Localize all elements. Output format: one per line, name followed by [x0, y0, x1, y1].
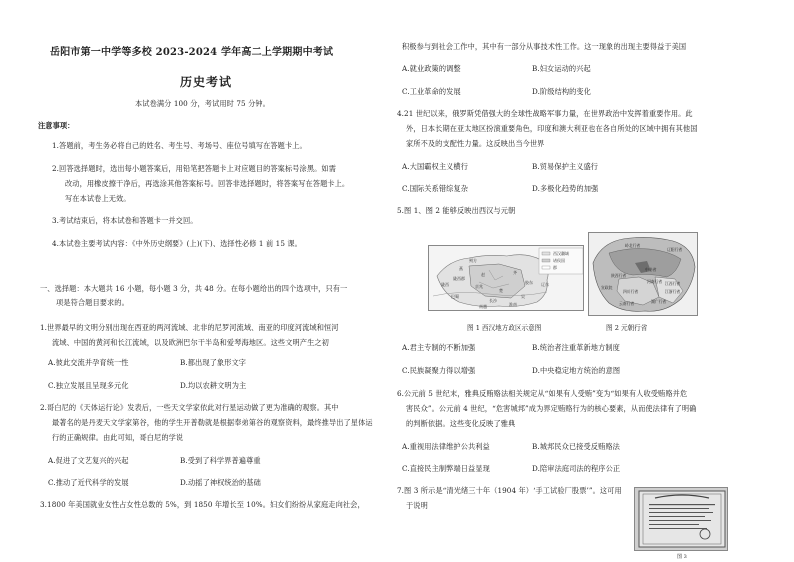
figure-1-legend-label: 郡 [553, 265, 557, 270]
q5-option-d: D.中央稳定地方统治的意图 [532, 366, 621, 375]
q3-line2: 积极参与到社会工作中，其中有一部分从事技术性工作。这一现象的出现主要得益于美国 [402, 42, 687, 51]
q6-option-b: B.城邦民众已接受反贿赂法 [532, 442, 620, 451]
q2-line1: 2.哥白尼的《天体运行论》发表后，一些天文学家依此对行星运动做了更为准确的观察。其中 [40, 403, 339, 412]
figure-1-place-label: 巴蜀 [451, 294, 459, 299]
q2-option-d: D.动摇了神权统治的基础 [180, 478, 261, 487]
q3-line1: 3.1800 年美国就业女性占女性总数的 5%，到 1850 年增长至 10%。妇女们纷纷从家庭走向社会， [40, 500, 365, 509]
section1-line2: 项是符合题目要求的。 [56, 298, 129, 307]
q3-option-d: D.阶级结构的变化 [532, 87, 592, 96]
q4-option-d: D.多极化趋势的加强 [532, 184, 599, 193]
figure-1-place-label: 陇西 [441, 282, 449, 287]
notes-heading: 注意事项： [38, 121, 75, 130]
q5-option-a: A.君主专制的不断加强 [402, 343, 476, 352]
figure-1-legend-label: 西汉疆域 [553, 251, 569, 256]
figure-1-place-label: 胶东 [525, 280, 533, 285]
figure-2-province-label: 陕西行省 [611, 273, 627, 278]
figure-1-caption: 图 1 西汉地方政区示意图 [467, 324, 542, 332]
figure-1-place-label: 燕 [459, 266, 463, 271]
q6-line3: 的判断依据。这些变化反映了雅典 [406, 419, 516, 428]
figure-2-province-label: 岭北行省 [625, 243, 641, 248]
q5-line1: 5.图 1、图 2 能够反映出西汉与元朝 [397, 206, 516, 215]
figure-1-han-map [428, 245, 584, 311]
figure-1-place-label: 齐 [513, 270, 517, 275]
q5-option-c: C.民族凝聚力得以增强 [402, 366, 476, 375]
figure-2-province-label: 宣政院 [601, 285, 613, 290]
q6-option-a: A.重视用法律维护公共利益 [402, 442, 490, 451]
figure-2-province-label: 湖广行省 [651, 299, 667, 304]
figure-1-place-label: 淮南 [509, 302, 517, 307]
exam-subject: 历史考试 [180, 75, 233, 89]
q6-line2: 害民众”。公元前 4 世纪，“危害城邦”成为界定贿赂行为的核心要素，从而使法律有了明确 [406, 404, 697, 413]
q1-option-c: C.独立发展且呈现多元化 [48, 381, 129, 390]
figure-1-place-label: 长沙 [489, 298, 497, 303]
figure-2-province-label: 江浙行省 [665, 289, 681, 294]
q3-option-a: A.就业政策的调整 [402, 64, 461, 73]
q1-option-b: B.都出现了象形文字 [180, 358, 247, 367]
q1-option-d: D.均以农耕文明为主 [180, 381, 247, 390]
q7-line1: 7.图 3 所示是“清光绪三十年（1904 年）‘手工试验厂股票’”。这可用 [397, 486, 622, 495]
q3-option-c: C.工业革命的发展 [402, 87, 461, 96]
figure-3-caption: 图 3 [677, 554, 687, 560]
figure-2-yuan-map [588, 232, 698, 316]
note-1: 1.答题前，考生务必将自己的姓名、考生号、考场号、座位号填写在答题卡上。 [52, 141, 307, 150]
q1-line1: 1.世界最早的文明分别出现在西亚的两河流域、北非的尼罗河流域、南亚的印度河流域和恒河 [40, 323, 339, 332]
q6-option-c: C.直接民主制弊端日益显现 [402, 464, 490, 473]
figure-1-place-label: 京兆 [475, 284, 483, 289]
note-3: 3.考试结束后，将本试卷和答题卡一并交回。 [52, 216, 198, 225]
figure-1-place-label: 南越 [479, 304, 487, 309]
figure-3-stock-certificate [634, 487, 728, 551]
note-2-line3: 写在本试卷上无效。 [65, 194, 131, 203]
figure-1-place-label: 朔方 [469, 258, 477, 263]
figure-2-province-label: 中书省 [645, 267, 657, 272]
figure-1-place-label: 赵 [481, 272, 485, 277]
figure-2-caption: 图 2 元朝行省 [606, 324, 648, 332]
q2-option-a: A.促进了文艺复兴的兴起 [48, 456, 129, 465]
section1-line1: 一、选择题：本大题共 16 小题，每小题 3 分，共 48 分。在每小题给出的四个选项中，只有一 [40, 284, 348, 293]
q2-option-c: C.推动了近代科学的发展 [48, 478, 129, 487]
exam-title: 岳阳市第一中学等多校 2023-2024 学年高二上学期期中考试 [50, 47, 334, 58]
note-2-line1: 2.回答选择题时，选出每小题答案后，用铅笔把答题卡上对应题目的答案标号涂黑。如需 [52, 164, 336, 173]
figure-2-province-label: 云南行省 [619, 301, 635, 306]
figure-2-province-label: 四川行省 [623, 289, 639, 294]
q1-option-a: A.彼此交流并孕育统一性 [48, 358, 129, 367]
figure-1-place-label: 辽东 [541, 282, 549, 287]
q2-option-b: B.受到了科学界普遍尊重 [180, 456, 261, 465]
q4-option-b: B.贸易保护主义盛行 [532, 162, 599, 171]
q4-option-c: C.国际关系错综复杂 [402, 184, 469, 193]
figure-1-place-label: 吴 [521, 294, 525, 299]
figure-2-province-label: 辽阳行省 [667, 247, 683, 252]
figure-1-place-label: 陇西郡 [453, 276, 465, 281]
note-4: 4.本试卷主要考试内容：《中外历史纲要》(上)(下)、选择性必修 1 前 15 课。 [52, 239, 302, 248]
q5-option-b: B.统治者注重革新地方制度 [532, 343, 620, 352]
q3-option-b: B.妇女运动的兴起 [532, 64, 591, 73]
q2-line2: 最著名的是丹麦天文学家第谷，他的学生开普勒就是根据奉弟第谷的观察资料，最终推导出了星体运 [52, 418, 373, 427]
q4-line2: 外，日本长期在亚太地区扮演重要角色，印度和澳大利亚也在各自所处的区域中拥有其他国 [406, 124, 698, 133]
q6-option-d: D.陪审法庭司法的程序公正 [532, 464, 621, 473]
figure-2-province-label: 江西行省 [665, 281, 681, 286]
q1-line2: 流域、中国的黄河和长江流域，以及欧洲巴尔干半岛和爱琴海地区。这些文明产生之初 [52, 338, 329, 347]
q2-line3: 行的正确规律。由此可知，哥白尼的学说 [52, 433, 184, 442]
q7-line2: 于说明 [406, 501, 428, 510]
q4-option-a: A.大国霸权主义横行 [402, 162, 468, 171]
q4-line3: 家所不及的支配性力量。这反映出当今世界 [406, 139, 545, 148]
exam-info: 本试卷满分 100 分，考试用时 75 分钟。 [135, 99, 270, 108]
q6-line1: 6.公元前 5 世纪末，雅典反贿赂法相关规定从“如果有人受贿”变为“如果有人收受贿赂并危 [397, 389, 688, 398]
figure-1-place-label: 楚 [499, 288, 503, 293]
note-2-line2: 改动，用橡皮擦干净后，再选涂其他答案标号。回答非选择题时，将答案写在答题卡上。 [65, 179, 350, 188]
q4-line1: 4.21 世纪以来，俄罗斯凭借强大的全球性战略军事力量，在世界政治中发挥着重要作用。此 [397, 109, 693, 118]
figure-2-province-label: 河南行省 [647, 279, 663, 284]
figure-1-legend-label: 诸侯国 [553, 258, 565, 263]
